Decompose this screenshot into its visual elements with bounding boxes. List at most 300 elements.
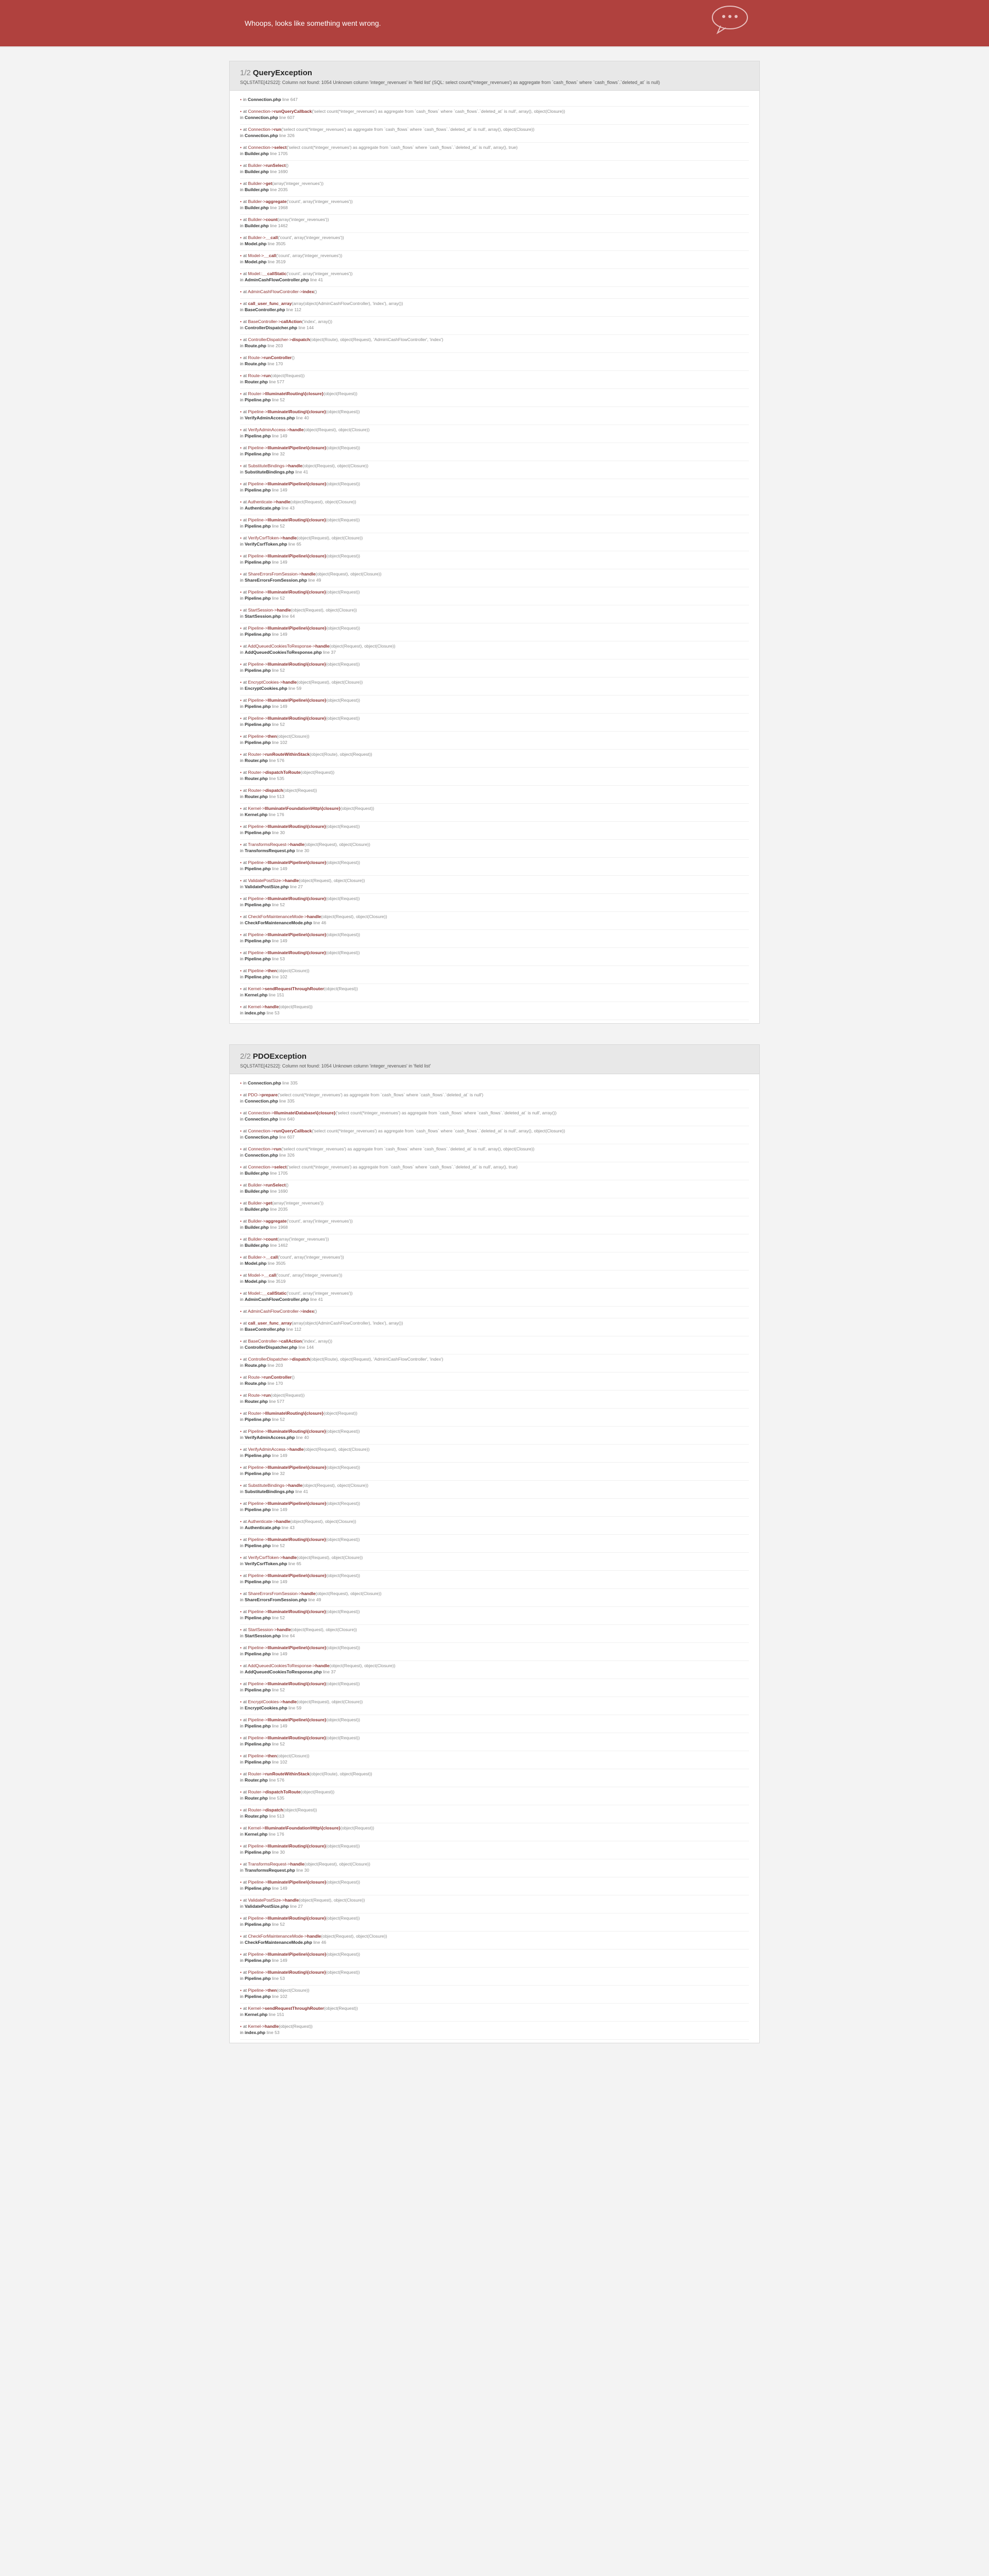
bullet-icon: • [240, 950, 242, 955]
frame-function: run [274, 1146, 281, 1151]
frame-args: (object(Request)) [326, 1429, 360, 1434]
stack-frame[interactable] [240, 1427, 749, 1445]
frame-line: line 640 [279, 1116, 295, 1122]
frame-location: in Pipeline.php line 149 [240, 1723, 287, 1728]
frame-function: Illuminate\Pipeline\{closure} [267, 1879, 327, 1885]
frame-function: sendRequestThroughRouter [264, 986, 325, 991]
frame-line: line 30 [296, 1868, 310, 1873]
stack-frame[interactable] [240, 750, 749, 768]
stack-frame[interactable] [240, 1463, 749, 1481]
stack-frame[interactable] [240, 1234, 749, 1252]
frame-call: • at AdminCashFlowController->index() [240, 1309, 317, 1314]
frame-file: Pipeline.php [244, 1615, 271, 1620]
stack-frame[interactable] [240, 1733, 749, 1751]
stack-frame[interactable] [240, 2004, 749, 2022]
frame-call: • at Pipeline->Illuminate\Pipeline\{closure}(object(Request)) [240, 1645, 360, 1650]
stack-frame[interactable] [240, 1002, 749, 1020]
frame-line: line 513 [269, 794, 284, 799]
stack-frame[interactable] [240, 1354, 749, 1372]
stack-frame[interactable] [240, 533, 749, 551]
frame-class: Pipeline-> [248, 1609, 268, 1614]
stack-frame[interactable] [240, 641, 749, 659]
frame-function: handle [282, 1555, 297, 1560]
stack-frame[interactable] [240, 696, 749, 714]
stack-frame[interactable] [240, 1307, 749, 1318]
frame-location: in Pipeline.php line 30 [240, 1850, 285, 1855]
bullet-icon: • [240, 824, 242, 829]
frame-line: line 52 [271, 1417, 285, 1422]
frame-line: line 149 [271, 1453, 287, 1458]
exception-index: 1/2 [240, 69, 251, 77]
stack-frame[interactable] [240, 822, 749, 840]
stack-frame[interactable] [240, 1823, 749, 1841]
frame-file: Pipeline.php [244, 722, 271, 727]
frame-call: • at Builder->aggregate('count', array('integer_revenues')) [240, 1218, 353, 1224]
frame-function: __callStatic [262, 1291, 287, 1296]
frame-file: Connection.php [244, 1116, 278, 1122]
frame-class: TransformsRequest-> [248, 842, 291, 847]
stack-frame[interactable] [240, 215, 749, 233]
frame-location: in Connection.php line 326 [240, 1153, 295, 1158]
bullet-icon: • [240, 199, 242, 204]
frame-line: line 102 [271, 1759, 287, 1765]
bullet-icon: • [240, 253, 242, 258]
frame-function: handle [301, 571, 316, 577]
frame-class: Builder-> [248, 1218, 266, 1224]
frame-function: handle [284, 1897, 299, 1903]
stack-frame[interactable] [240, 1877, 749, 1895]
stack-frame[interactable] [240, 287, 749, 299]
stack-frame[interactable] [240, 1445, 749, 1463]
frame-function: handle [307, 1934, 321, 1939]
frame-file: SubstituteBindings.php [244, 469, 294, 474]
frame-args: (object(Request), object(Closure)) [297, 1555, 363, 1560]
stack-frame[interactable] [240, 1805, 749, 1823]
frame-location: in Pipeline.php line 149 [240, 433, 287, 438]
frame-line: line 1462 [270, 1243, 288, 1248]
stack-frame[interactable] [240, 714, 749, 732]
frame-function: call_user_func_array [248, 1320, 292, 1326]
frame-line: line 144 [298, 1345, 314, 1350]
frame-class: Pipeline-> [248, 1843, 268, 1849]
bullet-icon: • [240, 1255, 242, 1260]
frame-args: ('count', array('integer_revenues')) [276, 1273, 343, 1278]
stack-frame[interactable] [240, 1391, 749, 1409]
bullet-icon: • [240, 842, 242, 847]
stack-frame[interactable] [240, 1216, 749, 1234]
stack-frame[interactable] [240, 1931, 749, 1950]
stack-frame[interactable] [240, 407, 749, 425]
stack-frame[interactable] [240, 425, 749, 443]
stack-frame[interactable] [240, 1895, 749, 1913]
stack-frame[interactable] [240, 1535, 749, 1553]
stack-frame[interactable] [240, 876, 749, 894]
frame-call: • at ControllerDispatcher->dispatch(object(Route), object(Request), 'Admin\CashFlowController', 'index') [240, 337, 444, 342]
stack-frame[interactable] [240, 587, 749, 605]
stack-frame[interactable] [240, 1625, 749, 1643]
stack-frame[interactable] [240, 269, 749, 287]
bullet-icon: • [240, 1537, 242, 1542]
stack-frame[interactable] [240, 2022, 749, 2040]
bullet-icon: • [240, 625, 242, 631]
frame-call [240, 96, 749, 103]
stack-frame[interactable] [240, 732, 749, 750]
frame-class: Router-> [248, 1771, 265, 1776]
bullet-icon: • [240, 643, 242, 649]
frame-class: Pipeline-> [248, 625, 268, 631]
stack-frame[interactable] [240, 179, 749, 197]
stack-frame[interactable] [240, 95, 749, 107]
frame-file: Connection.php [247, 1080, 281, 1086]
stack-frame[interactable] [240, 1643, 749, 1661]
stack-frame[interactable] [240, 984, 749, 1002]
bullet-icon: • [240, 932, 242, 937]
frame-class: Pipeline-> [248, 896, 268, 901]
frame-function: handle [277, 1627, 291, 1632]
frame-args: (object(Request), object(Closure)) [291, 1627, 357, 1632]
stack-frame[interactable] [240, 335, 749, 353]
stack-frame[interactable] [240, 1198, 749, 1216]
frame-function: handle [301, 1591, 316, 1596]
stack-frame[interactable] [240, 479, 749, 497]
stack-frame[interactable] [240, 1499, 749, 1517]
frame-line: line 52 [271, 1615, 285, 1620]
frame-function: handle [282, 1699, 297, 1704]
frame-file: Router.php [244, 1399, 268, 1404]
stack-frame[interactable] [240, 1162, 749, 1180]
stack-frame[interactable] [240, 1372, 749, 1391]
frame-args: ('count', array('integer_revenues')) [286, 1291, 353, 1296]
frame-function: prepare [261, 1092, 278, 1097]
stack-frame[interactable] [240, 1950, 749, 1968]
frame-file: Builder.php [244, 187, 269, 192]
frame-function: runController [263, 1375, 292, 1380]
stack-frame[interactable] [240, 371, 749, 389]
stack-frame[interactable] [240, 1078, 749, 1090]
stack-frame[interactable] [240, 1318, 749, 1336]
stack-frame[interactable] [240, 858, 749, 876]
frame-call: • at Pipeline->Illuminate\Pipeline\{closure}(object(Request)) [240, 1717, 360, 1722]
bullet-icon: • [240, 163, 242, 168]
frame-file: CheckForMaintenanceMode.php [244, 920, 312, 925]
stack-frame[interactable] [240, 1090, 749, 1108]
frame-args: () [314, 289, 317, 294]
stack-frame[interactable] [240, 1481, 749, 1499]
frame-function: dispatch [265, 788, 283, 793]
frame-location: in Router.php line 535 [240, 776, 284, 781]
frame-call: • at Pipeline->Illuminate\Routing\{closure}(object(Request)) [240, 716, 360, 721]
frame-location: in Router.php line 577 [240, 1399, 284, 1404]
frame-file: Builder.php [244, 1225, 269, 1230]
stack-frame[interactable] [240, 912, 749, 930]
frame-class: Pipeline-> [248, 517, 268, 522]
frame-line: line 43 [281, 1525, 295, 1530]
stack-frame[interactable] [240, 1589, 749, 1607]
stack-frame[interactable] [240, 1607, 749, 1625]
bullet-icon: • [240, 1501, 242, 1506]
frame-function: sendRequestThroughRouter [264, 2006, 325, 2011]
frame-line: line 49 [308, 578, 321, 583]
stack-frame[interactable] [240, 461, 749, 479]
frame-location: in Route.php line 203 [240, 343, 283, 348]
frame-class: Pipeline-> [248, 481, 268, 486]
stack-frame[interactable] [240, 1126, 749, 1144]
frame-class: Connection-> [248, 1164, 275, 1170]
stack-frame[interactable] [240, 768, 749, 786]
frame-line: line 32 [271, 1471, 285, 1476]
frame-call: • at Kernel->sendRequestThroughRouter(object(Request)) [240, 2006, 358, 2011]
frame-call: • at Builder->count(array('integer_revenues')) [240, 1236, 329, 1242]
bullet-icon: • [240, 698, 242, 703]
stack-frame[interactable] [240, 1679, 749, 1697]
exception-block [229, 61, 760, 1024]
stack-frame[interactable] [240, 251, 749, 269]
frame-location: in AdminCashFlowController.php line 41 [240, 1297, 323, 1302]
frame-line: line 176 [268, 812, 284, 817]
stack-frame[interactable] [240, 1571, 749, 1589]
frame-class: Pipeline-> [248, 860, 268, 865]
frame-file: Route.php [244, 361, 267, 366]
stack-trace-list [230, 1074, 759, 2043]
frame-class: ControllerDispatcher-> [248, 337, 292, 342]
stack-frame[interactable] [240, 1108, 749, 1126]
frame-call: • at Route->runController() [240, 355, 295, 360]
frame-call: • at Pipeline->then(object(Closure)) [240, 1753, 310, 1758]
frame-line: line 46 [313, 1940, 327, 1945]
stack-frame[interactable] [240, 1751, 749, 1769]
frame-class: Connection-> [248, 1146, 275, 1151]
frame-location: in VerifyCsrfToken.php line 65 [240, 1561, 301, 1566]
stack-frame[interactable] [240, 551, 749, 569]
bullet-icon: • [240, 1357, 242, 1362]
frame-file: Pipeline.php [244, 560, 271, 565]
stack-frame[interactable] [240, 443, 749, 461]
frame-function: Illuminate\Routing\{closure} [267, 1681, 326, 1686]
exception-header [230, 1045, 759, 1074]
stack-frame[interactable] [240, 1968, 749, 1986]
stack-frame[interactable] [240, 1986, 749, 2004]
frame-file: Connection.php [244, 115, 278, 120]
stack-frame[interactable] [240, 1769, 749, 1787]
stack-frame[interactable] [240, 966, 749, 984]
frame-call: • at SubstituteBindings->handle(object(Request), object(Closure)) [240, 1483, 369, 1488]
frame-class: Router-> [248, 752, 265, 757]
stack-frame[interactable] [240, 786, 749, 804]
frame-location: in Pipeline.php line 149 [240, 1453, 287, 1458]
frame-location: in Model.php line 3505 [240, 241, 286, 246]
frame-args: (object(Request), object(Closure)) [329, 643, 396, 649]
frame-location: in Pipeline.php line 32 [240, 1471, 285, 1476]
stack-frame[interactable] [240, 1787, 749, 1805]
stack-frame[interactable] [240, 659, 749, 677]
frame-location: in Model.php line 3519 [240, 259, 286, 264]
frame-call: • at Pipeline->Illuminate\Routing\{closure}(object(Request)) [240, 1843, 360, 1849]
frame-location: in Pipeline.php line 102 [240, 974, 287, 979]
frame-line: line 1462 [270, 223, 288, 228]
frame-args: (object(Request)) [326, 1537, 360, 1542]
frame-function: handle [277, 607, 291, 613]
frame-line: line 52 [271, 722, 285, 727]
frame-file: AddQueuedCookiesToResponse.php [244, 650, 322, 655]
frame-line: line 335 [279, 1098, 295, 1104]
frame-location: in Pipeline.php line 52 [240, 1615, 285, 1620]
bullet-icon: • [240, 788, 242, 793]
frame-function: select [274, 1164, 287, 1170]
frame-location: in BaseController.php line 112 [240, 1327, 301, 1332]
frame-call: • at BaseController->callAction('index', array()) [240, 319, 333, 324]
stack-frame[interactable] [240, 804, 749, 822]
frame-location: in ShareErrorsFromSession.php line 49 [240, 1597, 321, 1602]
frame-file: StartSession.php [244, 614, 281, 619]
bullet-icon: • [240, 1004, 242, 1009]
frame-call: • at Pipeline->Illuminate\Pipeline\{closure}(object(Request)) [240, 932, 360, 937]
stack-frame[interactable] [240, 515, 749, 533]
frame-call: • at AddQueuedCookiesToResponse->handle(object(Request), object(Closure)) [240, 1663, 396, 1668]
frame-line: line 149 [271, 433, 287, 438]
bullet-icon: • [240, 1309, 242, 1314]
stack-frame[interactable] [240, 233, 749, 251]
frame-call: • at Router->dispatch(object(Request)) [240, 788, 317, 793]
stack-frame[interactable] [240, 353, 749, 371]
bullet-icon: • [240, 1429, 242, 1434]
stack-frame[interactable] [240, 1553, 749, 1571]
stack-frame[interactable] [240, 161, 749, 179]
frame-file: Pipeline.php [244, 1886, 271, 1891]
stack-frame[interactable] [240, 1715, 749, 1733]
frame-file: AdminCashFlowController.php [244, 277, 309, 282]
frame-args: (object(Request)) [326, 860, 360, 865]
stack-frame[interactable] [240, 143, 749, 161]
frame-class: Route-> [248, 1393, 264, 1398]
stack-frame[interactable] [240, 948, 749, 966]
stack-frame[interactable] [240, 197, 749, 215]
frame-function: callAction [281, 319, 302, 324]
frame-class: VerifyAdminAccess-> [248, 427, 289, 432]
stack-frame[interactable] [240, 317, 749, 335]
frame-class: VerifyAdminAccess-> [248, 1447, 289, 1452]
stack-frame[interactable] [240, 1859, 749, 1877]
frame-function: Illuminate\Pipeline\{closure} [267, 932, 327, 937]
bullet-icon: • [240, 968, 242, 973]
stack-frame[interactable] [240, 389, 749, 407]
frame-call: • at TransformsRequest->handle(object(Request), object(Closure)) [240, 1861, 370, 1867]
stack-frame[interactable] [240, 1270, 749, 1289]
frame-location: in Connection.php line 326 [240, 133, 295, 138]
frame-args: () [285, 1182, 289, 1188]
frame-location: in Route.php line 170 [240, 1381, 283, 1386]
frame-class: Pipeline-> [248, 1717, 268, 1722]
frame-class: PDO-> [248, 1092, 262, 1097]
frame-file: ShareErrorsFromSession.php [244, 578, 307, 583]
frame-class: VerifyCsrfToken-> [248, 535, 283, 540]
frame-function: handle [307, 914, 321, 919]
frame-args: (object(Closure)) [277, 1753, 310, 1758]
frame-location: in ShareErrorsFromSession.php line 49 [240, 578, 321, 583]
frame-prefix: in [243, 1080, 247, 1086]
stack-frame[interactable] [240, 623, 749, 641]
frame-args: (object(Request), object(Closure)) [290, 499, 356, 504]
frame-file: Kernel.php [244, 1832, 268, 1837]
frame-function: run [263, 373, 271, 378]
frame-location: in Pipeline.php line 52 [240, 596, 285, 601]
stack-frame[interactable] [240, 1252, 749, 1270]
stack-frame[interactable] [240, 1409, 749, 1427]
frame-location: in Pipeline.php line 102 [240, 1759, 287, 1765]
frame-line: line 535 [269, 1795, 284, 1801]
frame-call: • at Connection->runQueryCallback('select count(*integer_revenues') as aggregate from `cash_flows` where `cash_flows`.`deleted_at` is null', array(), object(Closure)) [240, 1128, 565, 1133]
frame-call: • at Route->run(object(Request)) [240, 373, 305, 378]
frame-file: Pipeline.php [244, 487, 271, 493]
frame-location: in Pipeline.php line 149 [240, 1886, 287, 1891]
frame-args: (object(Request)) [326, 716, 360, 721]
frame-args: (object(Request)) [326, 698, 360, 703]
stack-frame[interactable] [240, 569, 749, 587]
stack-frame[interactable] [240, 605, 749, 623]
frame-file: Builder.php [244, 151, 269, 156]
stack-frame[interactable] [240, 1289, 749, 1307]
stack-frame[interactable] [240, 894, 749, 912]
frame-line: line 1705 [270, 151, 288, 156]
stack-frame[interactable] [240, 677, 749, 696]
frame-line: line 1690 [270, 1189, 288, 1194]
stack-frame[interactable] [240, 1697, 749, 1715]
frame-line: line 52 [271, 523, 285, 529]
frame-args: (object(Request)) [326, 1609, 360, 1614]
stack-frame[interactable] [240, 930, 749, 948]
frame-location: in SubstituteBindings.php line 41 [240, 1489, 309, 1494]
stack-frame[interactable] [240, 1144, 749, 1162]
stack-frame[interactable] [240, 299, 749, 317]
frame-file: Pipeline.php [244, 740, 271, 745]
stack-frame[interactable] [240, 107, 749, 125]
frame-function: handle [290, 842, 304, 847]
frame-location: in Router.php line 576 [240, 758, 284, 763]
frame-class: Router-> [248, 1807, 265, 1812]
bullet-icon: • [240, 1789, 242, 1794]
stack-frame[interactable] [240, 1661, 749, 1679]
frame-line: line 27 [289, 884, 303, 889]
frame-location: in Router.php line 535 [240, 1795, 284, 1801]
stack-frame[interactable] [240, 497, 749, 515]
frame-function: Illuminate\Routing\{closure} [265, 1411, 324, 1416]
stack-frame[interactable] [240, 1841, 749, 1859]
frame-location: in Model.php line 3519 [240, 1279, 286, 1284]
frame-line: line 149 [271, 938, 287, 943]
bullet-icon: • [240, 463, 242, 468]
frame-line: line 64 [282, 1633, 295, 1638]
frame-class: Kernel-> [248, 1004, 265, 1009]
frame-file: Builder.php [244, 1243, 269, 1248]
stack-frame[interactable] [240, 1336, 749, 1354]
frame-location: in Builder.php line 1968 [240, 1225, 288, 1230]
stack-frame[interactable] [240, 125, 749, 143]
bullet-icon: • [240, 571, 242, 577]
frame-function: call_user_func_array [248, 301, 292, 306]
frame-location: in Pipeline.php line 149 [240, 704, 287, 709]
frame-function: Illuminate\Routing\{closure} [267, 662, 326, 667]
stack-frame[interactable] [240, 840, 749, 858]
frame-line: line 112 [286, 307, 301, 312]
stack-frame[interactable] [240, 1913, 749, 1931]
stack-frame[interactable] [240, 1180, 749, 1198]
frame-class: ValidatePostSize-> [248, 878, 285, 883]
frame-line: line 102 [271, 740, 287, 745]
stack-frame[interactable] [240, 1517, 749, 1535]
frame-call: • at Pipeline->Illuminate\Pipeline\{closure}(object(Request)) [240, 1573, 360, 1578]
frame-args: (object(Request)) [283, 788, 317, 793]
bullet-icon: • [240, 1338, 242, 1344]
frame-call: • at Kernel->handle(object(Request)) [240, 2024, 313, 2029]
